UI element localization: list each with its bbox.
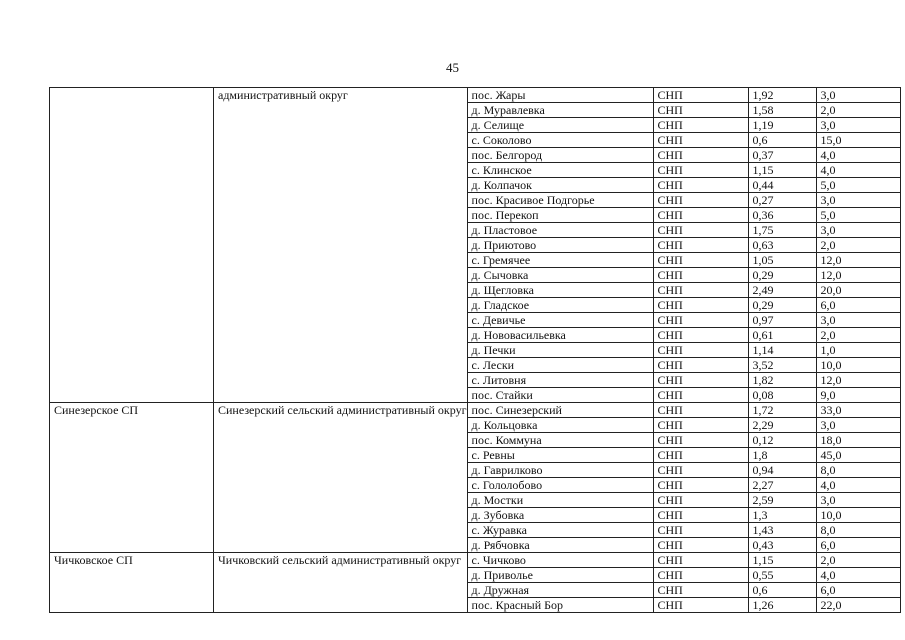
value-a-cell: 1,05 (748, 253, 816, 268)
value-a-cell: 0,61 (748, 328, 816, 343)
settlement-name-cell: пос. Перекоп (467, 208, 653, 223)
settlement-name-cell: д. Нововасильевка (467, 328, 653, 343)
value-a-cell: 1,15 (748, 553, 816, 568)
value-a-cell: 0,27 (748, 193, 816, 208)
table-row (50, 403, 901, 418)
settlement-type-cell: СНП (653, 463, 748, 478)
settlement-name-cell: пос. Синезерский (467, 403, 653, 418)
value-b-cell: 15,0 (816, 133, 900, 148)
value-b-cell: 2,0 (816, 328, 900, 343)
settlement-type-cell: СНП (653, 163, 748, 178)
district-cell: Синезерский сельский административный округ (214, 403, 468, 553)
settlement-name-cell: с. Соколово (467, 133, 653, 148)
settlement-type-cell: СНП (653, 523, 748, 538)
settlement-type-cell: СНП (653, 508, 748, 523)
value-b-cell: 33,0 (816, 403, 900, 418)
settlement-name-cell: пос. Белгород (467, 148, 653, 163)
value-b-cell: 12,0 (816, 268, 900, 283)
value-a-cell: 0,97 (748, 313, 816, 328)
settlement-name-cell: с. Лески (467, 358, 653, 373)
municipality-cell (50, 88, 214, 403)
settlement-name-cell: пос. Коммуна (467, 433, 653, 448)
value-b-cell: 1,0 (816, 343, 900, 358)
value-a-cell: 2,27 (748, 478, 816, 493)
value-a-cell: 0,94 (748, 463, 816, 478)
value-b-cell: 4,0 (816, 163, 900, 178)
value-a-cell: 1,8 (748, 448, 816, 463)
settlement-name-cell: д. Рябчовка (467, 538, 653, 553)
settlement-type-cell: СНП (653, 103, 748, 118)
value-a-cell: 1,14 (748, 343, 816, 358)
value-b-cell: 8,0 (816, 523, 900, 538)
value-b-cell: 18,0 (816, 433, 900, 448)
value-b-cell: 3,0 (816, 493, 900, 508)
value-a-cell: 2,29 (748, 418, 816, 433)
value-a-cell: 1,26 (748, 598, 816, 613)
settlement-type-cell: СНП (653, 493, 748, 508)
settlement-type-cell: СНП (653, 358, 748, 373)
value-a-cell: 0,29 (748, 268, 816, 283)
value-b-cell: 4,0 (816, 478, 900, 493)
value-a-cell: 2,49 (748, 283, 816, 298)
value-a-cell: 1,43 (748, 523, 816, 538)
settlement-name-cell: д. Дружная (467, 583, 653, 598)
settlement-type-cell: СНП (653, 568, 748, 583)
settlement-type-cell: СНП (653, 283, 748, 298)
settlement-type-cell: СНП (653, 268, 748, 283)
settlement-type-cell: СНП (653, 478, 748, 493)
settlement-name-cell: д. Мостки (467, 493, 653, 508)
value-b-cell: 6,0 (816, 538, 900, 553)
settlement-type-cell: СНП (653, 388, 748, 403)
value-a-cell: 1,58 (748, 103, 816, 118)
settlement-type-cell: СНП (653, 538, 748, 553)
settlement-type-cell: СНП (653, 208, 748, 223)
settlement-name-cell: д. Гаврилково (467, 463, 653, 478)
settlement-type-cell: СНП (653, 133, 748, 148)
value-b-cell: 3,0 (816, 418, 900, 433)
settlement-type-cell: СНП (653, 418, 748, 433)
settlement-type-cell: СНП (653, 148, 748, 163)
district-cell: административный округ (214, 88, 468, 403)
settlement-name-cell: пос. Жары (467, 88, 653, 103)
settlement-name-cell: д. Зубовка (467, 508, 653, 523)
value-b-cell: 45,0 (816, 448, 900, 463)
value-a-cell: 0,36 (748, 208, 816, 223)
value-b-cell: 12,0 (816, 253, 900, 268)
value-a-cell: 2,59 (748, 493, 816, 508)
settlement-name-cell: д. Гладское (467, 298, 653, 313)
settlement-name-cell: с. Гремячее (467, 253, 653, 268)
value-a-cell: 1,75 (748, 223, 816, 238)
municipality-cell: Синезерское СП (50, 403, 214, 553)
settlement-type-cell: СНП (653, 343, 748, 358)
settlement-name-cell: пос. Стайки (467, 388, 653, 403)
value-b-cell: 3,0 (816, 88, 900, 103)
settlement-name-cell: д. Колпачок (467, 178, 653, 193)
value-a-cell: 3,52 (748, 358, 816, 373)
value-b-cell: 5,0 (816, 178, 900, 193)
settlement-name-cell: пос. Красный Бор (467, 598, 653, 613)
settlement-name-cell: с. Ревны (467, 448, 653, 463)
value-b-cell: 4,0 (816, 568, 900, 583)
value-b-cell: 3,0 (816, 313, 900, 328)
value-b-cell: 2,0 (816, 238, 900, 253)
settlement-type-cell: СНП (653, 88, 748, 103)
settlement-type-cell: СНП (653, 313, 748, 328)
value-b-cell: 10,0 (816, 358, 900, 373)
settlement-type-cell: СНП (653, 583, 748, 598)
settlement-type-cell: СНП (653, 178, 748, 193)
value-b-cell: 10,0 (816, 508, 900, 523)
settlement-type-cell: СНП (653, 118, 748, 133)
value-b-cell: 8,0 (816, 463, 900, 478)
settlement-name-cell: д. Сычовка (467, 268, 653, 283)
value-a-cell: 1,15 (748, 163, 816, 178)
settlement-type-cell: СНП (653, 448, 748, 463)
value-b-cell: 12,0 (816, 373, 900, 388)
settlement-name-cell: д. Приютово (467, 238, 653, 253)
settlement-type-cell: СНП (653, 253, 748, 268)
settlement-name-cell: д. Пластовое (467, 223, 653, 238)
settlements-table (49, 87, 901, 613)
settlement-type-cell: СНП (653, 238, 748, 253)
settlement-name-cell: с. Клинское (467, 163, 653, 178)
settlement-type-cell: СНП (653, 193, 748, 208)
settlement-name-cell: д. Кольцовка (467, 418, 653, 433)
value-a-cell: 1,92 (748, 88, 816, 103)
settlement-name-cell: д. Привольe (467, 568, 653, 583)
value-b-cell: 5,0 (816, 208, 900, 223)
value-a-cell: 1,19 (748, 118, 816, 133)
settlement-name-cell: д. Муравлевка (467, 103, 653, 118)
value-a-cell: 0,63 (748, 238, 816, 253)
settlement-type-cell: СНП (653, 598, 748, 613)
value-a-cell: 1,72 (748, 403, 816, 418)
settlement-name-cell: с. Чичково (467, 553, 653, 568)
value-b-cell: 3,0 (816, 118, 900, 133)
settlement-name-cell: с. Гололобово (467, 478, 653, 493)
district-cell: Чичковский сельский административный округ (214, 553, 468, 613)
value-a-cell: 0,44 (748, 178, 816, 193)
settlement-type-cell: СНП (653, 298, 748, 313)
value-b-cell: 20,0 (816, 283, 900, 298)
value-b-cell: 2,0 (816, 103, 900, 118)
value-a-cell: 1,3 (748, 508, 816, 523)
table-row (50, 553, 901, 568)
settlement-type-cell: СНП (653, 328, 748, 343)
page-number: 45 (446, 60, 459, 75)
settlement-name-cell: с. Журавка (467, 523, 653, 538)
value-a-cell: 0,6 (748, 133, 816, 148)
value-a-cell: 0,37 (748, 148, 816, 163)
value-b-cell: 9,0 (816, 388, 900, 403)
settlement-type-cell: СНП (653, 403, 748, 418)
settlement-name-cell: д. Печки (467, 343, 653, 358)
settlement-name-cell: д. Селище (467, 118, 653, 133)
settlement-name-cell: пос. Красивое Подгорье (467, 193, 653, 208)
value-b-cell: 3,0 (816, 223, 900, 238)
settlement-name-cell: с. Девичье (467, 313, 653, 328)
value-b-cell: 6,0 (816, 583, 900, 598)
table-row (50, 88, 901, 103)
value-a-cell: 1,82 (748, 373, 816, 388)
value-a-cell: 0,6 (748, 583, 816, 598)
settlement-name-cell: с. Литовня (467, 373, 653, 388)
settlement-type-cell: СНП (653, 553, 748, 568)
value-b-cell: 4,0 (816, 148, 900, 163)
value-a-cell: 0,43 (748, 538, 816, 553)
settlement-type-cell: СНП (653, 373, 748, 388)
value-b-cell: 22,0 (816, 598, 900, 613)
value-b-cell: 6,0 (816, 298, 900, 313)
value-a-cell: 0,29 (748, 298, 816, 313)
value-a-cell: 0,55 (748, 568, 816, 583)
value-a-cell: 0,08 (748, 388, 816, 403)
value-a-cell: 0,12 (748, 433, 816, 448)
municipality-cell: Чичковское СП (50, 553, 214, 613)
settlement-type-cell: СНП (653, 223, 748, 238)
settlement-name-cell: д. Щегловка (467, 283, 653, 298)
value-b-cell: 2,0 (816, 553, 900, 568)
settlement-type-cell: СНП (653, 433, 748, 448)
table-body (50, 88, 901, 613)
value-b-cell: 3,0 (816, 193, 900, 208)
